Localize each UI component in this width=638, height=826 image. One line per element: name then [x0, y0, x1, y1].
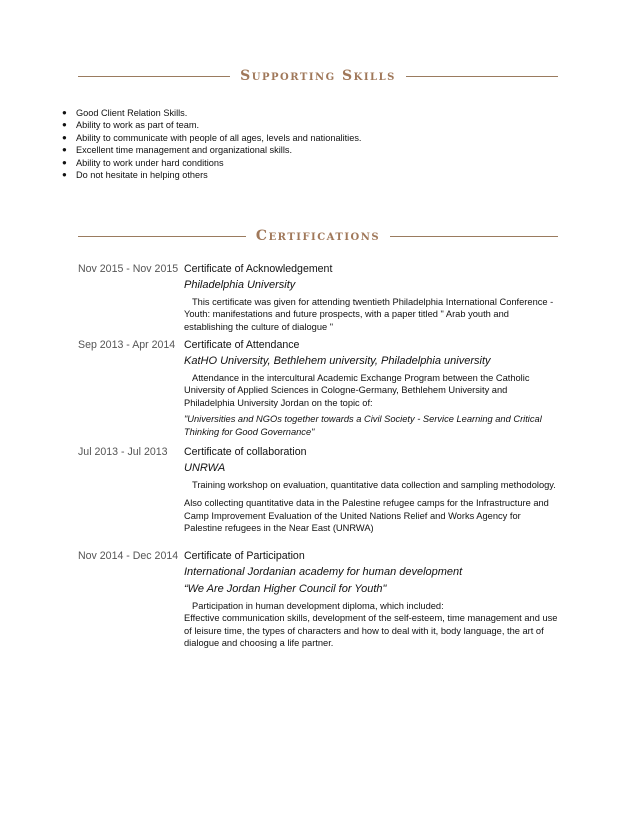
cert-date: Nov 2015 - Nov 2015	[78, 263, 179, 275]
skill-text: Ability to work as part of team.	[76, 120, 200, 131]
cert-date: Nov 2014 - Dec 2014	[78, 550, 179, 562]
certification-entry	[78, 445, 558, 535]
header-rule-right	[390, 236, 558, 237]
cert-description-extra: Effective communication skills, development of the self-esteem, time management and use of leisure time, the types of characters and how to deal with it, body language, the art of dialogue and choosing a life partner.	[184, 613, 558, 649]
skills-list	[62, 107, 361, 181]
cert-date: Sep 2013 - Apr 2014	[78, 339, 176, 351]
bullet-icon: ●	[62, 157, 67, 167]
header-rule-left	[78, 76, 230, 77]
bullet-icon: ●	[62, 108, 67, 117]
list-item	[62, 169, 361, 181]
skill-text: Ability to communicate with people of all ages, levels and nationalities.	[76, 132, 362, 143]
cert-organization: International Jordanian academy for human development	[184, 566, 463, 578]
skill-text: Ability to work under hard conditions	[76, 157, 224, 168]
section-title: Supporting Skills	[240, 68, 396, 84]
cert-description-extra: Also collecting quantitative data in the Palestine refugee camps for the Infrastructure and Camp Improvement Evaluation of the United Nations Relief and Works Agency for Palestine refugees in the Near East (UNRWA)	[184, 498, 549, 534]
bullet-icon: ●	[62, 120, 67, 130]
skill-text: Do not hesitate in helping others	[76, 170, 208, 181]
cert-name: Certificate of Participation	[184, 550, 305, 562]
cert-date: Jul 2013 - Jul 2013	[78, 446, 168, 458]
header-rule-right	[406, 76, 558, 77]
list-item	[62, 107, 361, 119]
list-item	[62, 157, 361, 169]
cert-organization: UNRWA	[184, 462, 226, 474]
cert-description: Attendance in the intercultural Academic Exchange Program between the Catholic University of Applied Sciences in Cologne-Germany, Bethlehem University and Philadelphia University Jordan on the topic of:	[184, 373, 530, 408]
certifications-header	[78, 226, 558, 246]
list-item	[62, 119, 361, 131]
cert-organization: KatHO University, Bethlehem university, Philadelphia university	[184, 355, 491, 367]
bullet-icon: ●	[62, 145, 67, 155]
certification-entry	[78, 549, 558, 650]
cert-name: Certificate of Acknowledgement	[184, 263, 333, 275]
bullet-icon: ●	[62, 170, 67, 180]
certification-entry	[78, 338, 558, 438]
cert-organization-secondary: “We Are Jordan Higher Council for Youth"	[184, 583, 387, 595]
skill-text: Good Client Relation Skills.	[76, 108, 188, 118]
list-item	[62, 132, 361, 144]
header-rule-left	[78, 236, 246, 237]
certification-entry	[78, 262, 558, 333]
cert-name: Certificate of collaboration	[184, 446, 307, 458]
supporting-skills-header	[78, 66, 558, 86]
cert-topic-quote: "Universities and NGOs together towards a Civil Society - Service Learning and Critical Thinking for Good Governance"	[184, 414, 542, 437]
cert-description: This certificate was given for attending twentieth Philadelphia International Conference - Youth: manifestations and future prospects, with a paper titled " Arab youth and establishing the culture of dialogue "	[184, 297, 554, 332]
list-item	[62, 144, 361, 156]
cert-name: Certificate of Attendance	[184, 339, 300, 351]
cert-organization: Philadelphia University	[184, 279, 296, 291]
skill-text: Excellent time management and organizational skills.	[76, 145, 293, 156]
cert-description: Training workshop on evaluation, quantitative data collection and sampling methodology.	[192, 480, 556, 490]
cert-description: Participation in human development diploma, which included:	[192, 601, 444, 611]
bullet-icon: ●	[62, 132, 67, 142]
section-title: Certifications	[255, 228, 381, 244]
